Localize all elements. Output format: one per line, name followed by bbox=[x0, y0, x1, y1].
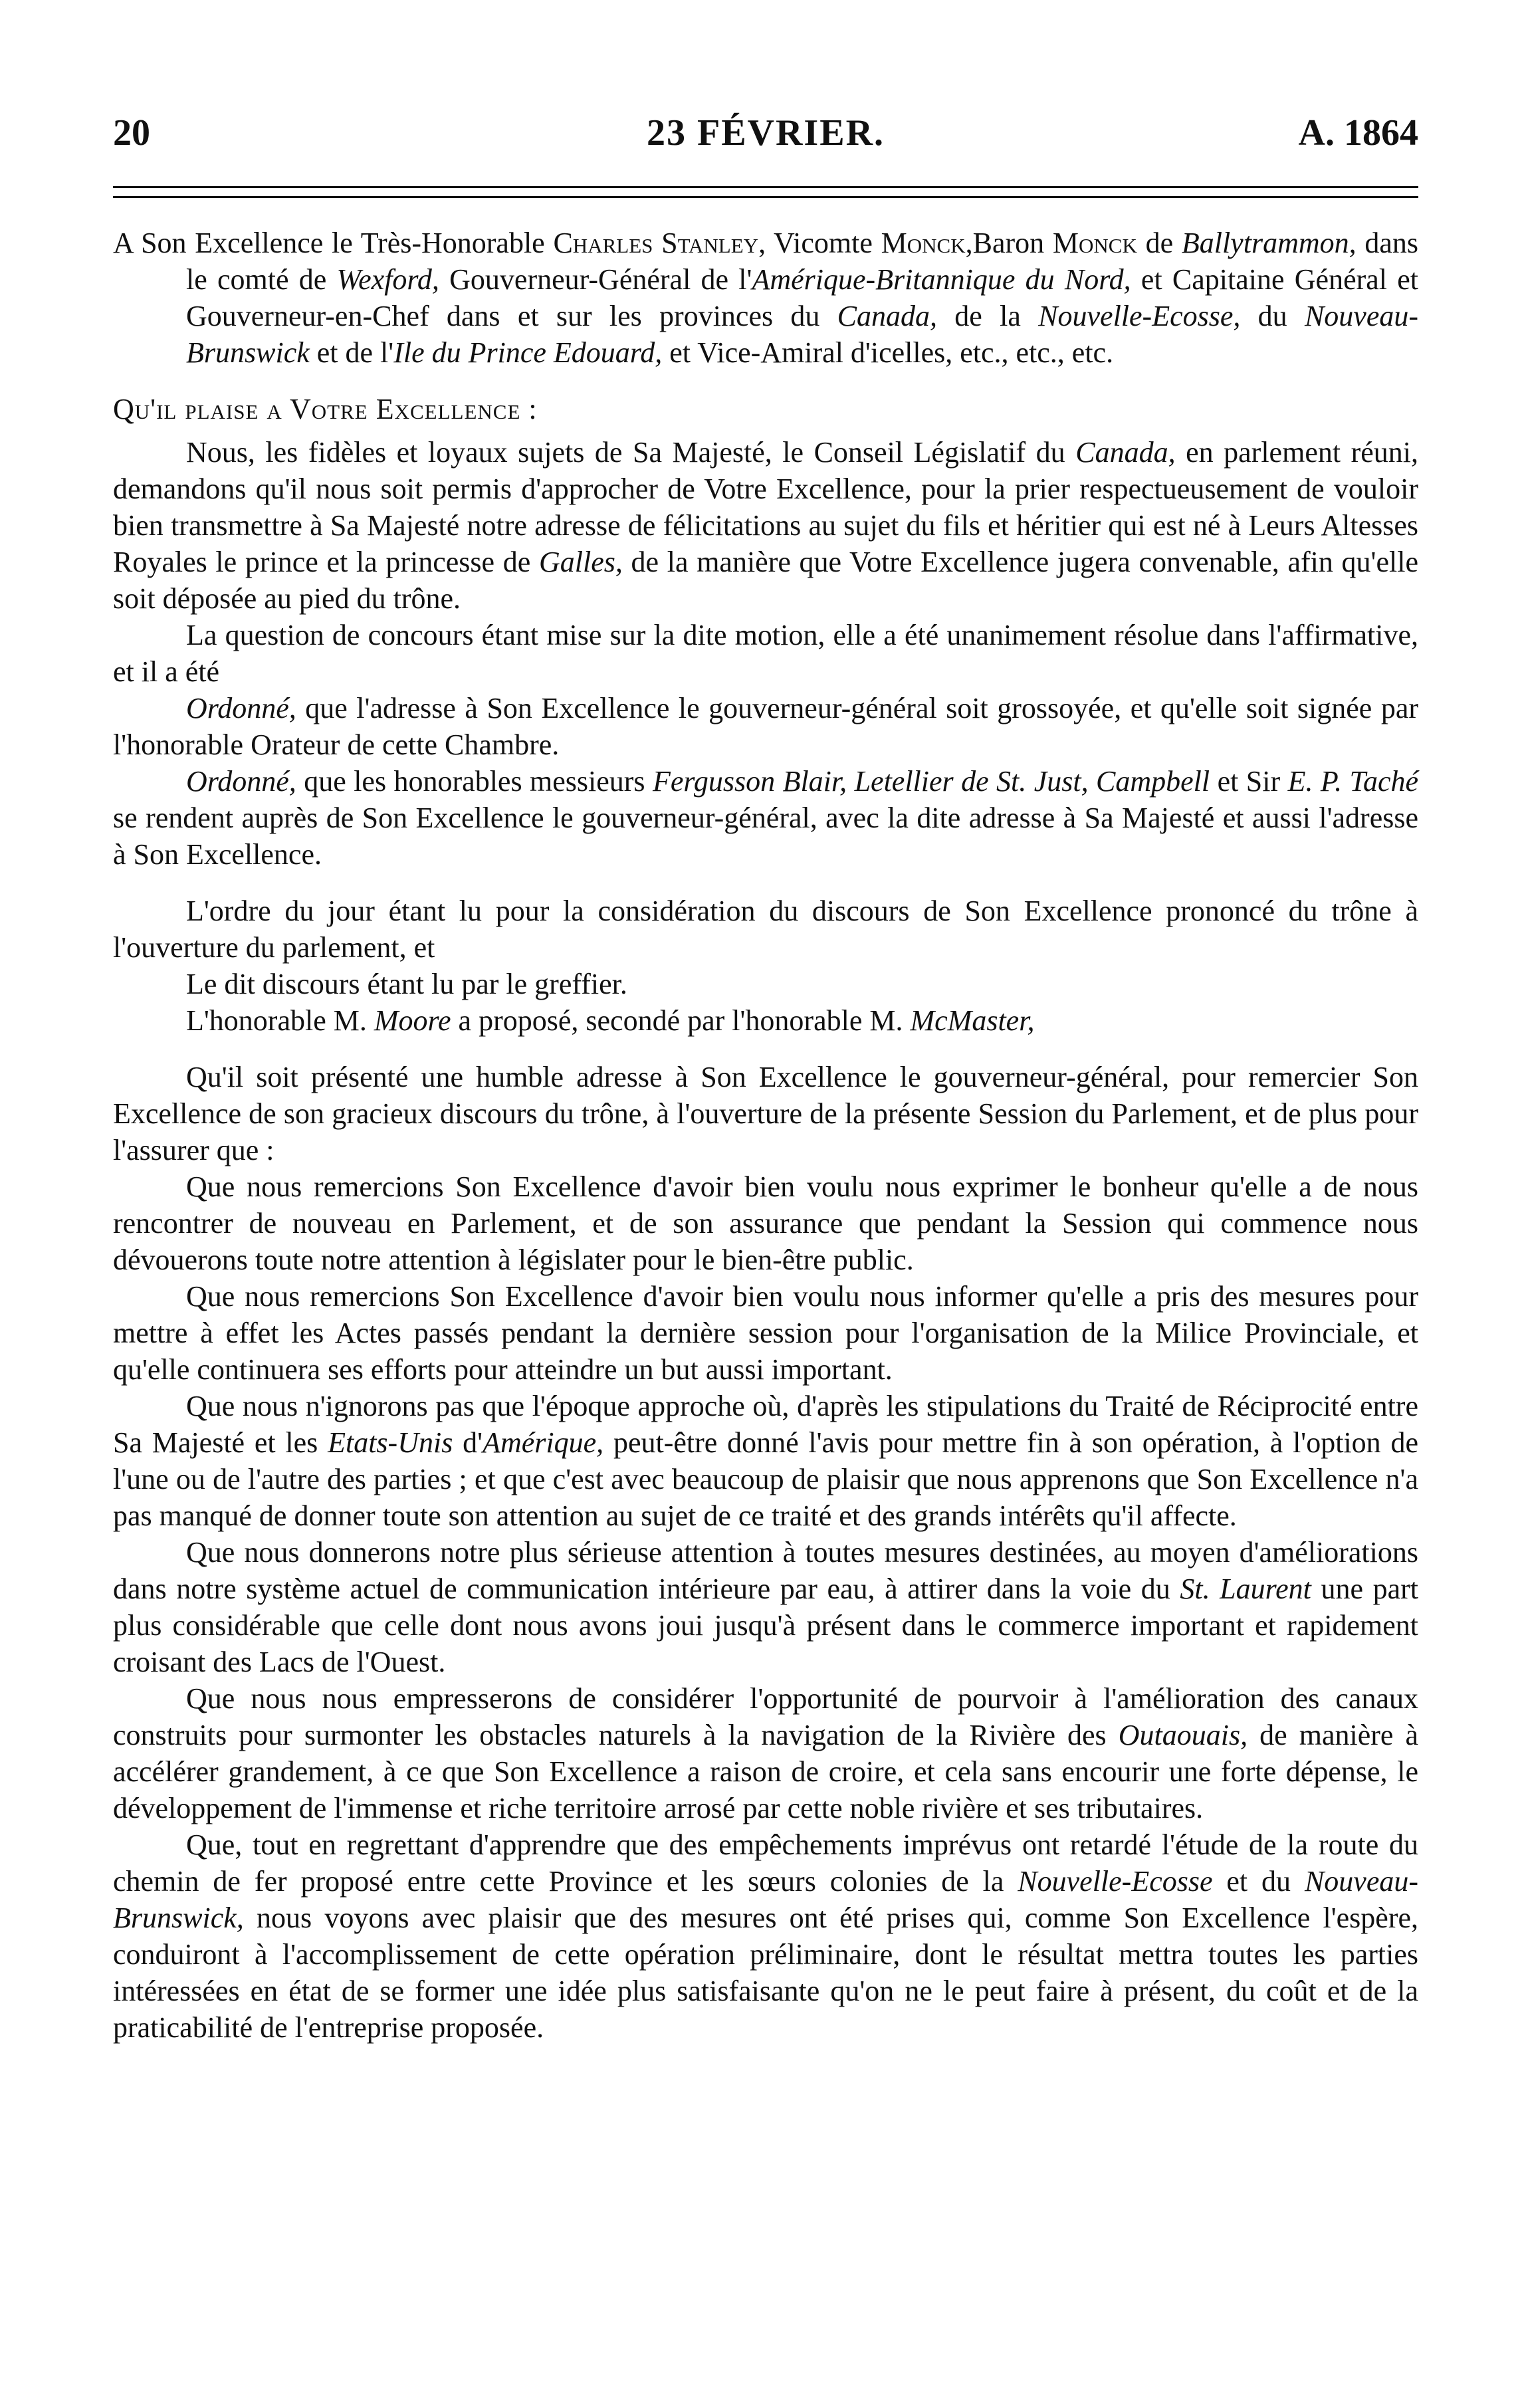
paragraph: Ordonné, que l'adresse à Son Excellence le gouverneur-général soit grossoyée, et qu'elle soit signée par l'honorable Orateur de cette Chambre. bbox=[113, 692, 1418, 761]
running-title: 23 FÉVRIER. bbox=[646, 112, 885, 154]
paragraph: Que nous donnerons notre plus sérieuse attention à toutes mesures destinées, au moyen d'améliorations dans notre système actuel de communication intérieure par eau, à attirer dans la voie du St. Laurent une part plus considérable que celle dont nous avons joui jusqu'à présent dans le commerce important et rapidement croisant des Lacs de l'Ouest. bbox=[113, 1536, 1419, 1678]
paragraph: Qu'il soit présenté une humble adresse à Son Excellence le gouverneur-général, pour remercier Son Excellence de son gracieux discours du trône, à l'ouverture de la présente Session du Parlement, et de plus pour l'assurer que : bbox=[113, 1061, 1418, 1166]
paragraph: Nous, les fidèles et loyaux sujets de Sa Majesté, le Conseil Législatif du Canada, en parlement réuni, demandons qu'il nous soit permis d'approcher de Votre Excellence, pour la prier respectueusement de vouloir bien transmettre à Sa Majesté notre adresse de félicitations au sujet du fils et héritier qui est né à Leurs Altesses Royales le prince et la princesse de Galles, de la manière que Votre Excellence jugera convenable, afin qu'elle soit déposée au pied du trône. bbox=[113, 436, 1418, 615]
paragraph: Que nous nous empresserons de considérer l'opportunité de pourvoir à l'amélioration des canaux construits pour surmonter les obstacles naturels à la navigation de la Rivière des Outaouais, de manière à accélérer grandement, à ce que Son Excellence a raison de croire, et cela sans encourir une forte dépense, le développement de l'immense et riche territoire arrosé par cette noble rivière et ses tributaires. bbox=[113, 1682, 1419, 1824]
paragraph: L'honorable M. Moore a proposé, secondé par l'honorable M. McMaster, bbox=[186, 1004, 1035, 1037]
paragraph: L'ordre du jour étant lu pour la considération du discours de Son Excellence prononcé du trône à l'ouverture du parlement, et bbox=[113, 895, 1418, 964]
paragraph: Ordonné, que les honorables messieurs Fergusson Blair, Letellier de St. Just, Campbell et Sir E. P. Taché se rendent auprès de Son Excellence le gouverneur-général, avec la dite adresse à Sa Majesté et aussi l'adresse à Son Excellence. bbox=[113, 765, 1419, 871]
paragraph: Que nous remercions Son Excellence d'avoir bien voulu nous informer qu'elle a pris des mesures pour mettre à effet les Actes passés pendant la dernière session pour l'organisation de la Milice Provinciale, et qu'elle continuera ses efforts pour atteindre un but aussi important. bbox=[113, 1280, 1418, 1386]
salutation: Qu'il plaise a Votre Excellence : bbox=[113, 393, 538, 425]
address-paragraph: A Son Excellence le Très-Honorable Charles Stanley, Vicomte Monck,Baron Monck de Ballytrammon, dans le comté de Wexford, Gouverneur-Général de l'Amérique-Britannique du Nord, et Capitaine Général et Gouverneur-en-Chef dans et sur les provinces du Canada, de la Nouvelle-Ecosse, du Nouveau-Brunswick et de l'Ile du Prince Edouard, et Vice-Amiral d'icelles, etc., etc., etc. bbox=[113, 227, 1419, 369]
year-label: A. 1864 bbox=[1298, 112, 1418, 154]
page-number: 20 bbox=[113, 112, 150, 154]
paragraph: Que, tout en regrettant d'apprendre que des empêchements imprévus ont retardé l'étude de la route du chemin de fer proposé entre cette Province et les sœurs colonies de la Nouvelle-Ecosse et du Nouveau-Brunswick, nous voyons avec plaisir que des mesures ont été prises qui, comme Son Excellence l'espère, conduiront à l'accomplissement de cette opération préliminaire, dont le résultat mettra toutes les parties intéressées en état de se former une idée plus satisfaisante qu'on ne le peut faire à présent, du coût et de la praticabilité de l'entreprise proposée. bbox=[113, 1828, 1418, 2044]
document-body bbox=[113, 225, 1418, 2046]
paragraph: Que nous remercions Son Excellence d'avoir bien voulu nous exprimer le bonheur qu'elle a de nous rencontrer de nouveau en Parlement, et de son assurance que pendant la Session qui commence nous dévouerons toute notre attention à législater pour le bien-être public. bbox=[113, 1170, 1418, 1276]
page-header bbox=[113, 113, 1418, 173]
paragraph: Le dit discours étant lu par le greffier. bbox=[186, 968, 627, 1000]
header-rule bbox=[113, 186, 1418, 198]
paragraph: La question de concours étant mise sur la dite motion, elle a été unanimement résolue dans l'affirmative, et il a été bbox=[113, 619, 1418, 688]
paragraph: Que nous n'ignorons pas que l'époque approche où, d'après les stipulations du Traité de Réciprocité entre Sa Majesté et les Etats-Unis d'Amérique, peut-être donné l'avis pour mettre fin à son opération, à l'option de l'une ou de l'autre des parties ; et que c'est avec beaucoup de plaisir que nous apprenons que Son Excellence n'a pas manqué de donner toute son attention au sujet de ce traité et des grands intérêts qu'il affecte. bbox=[113, 1390, 1418, 1532]
